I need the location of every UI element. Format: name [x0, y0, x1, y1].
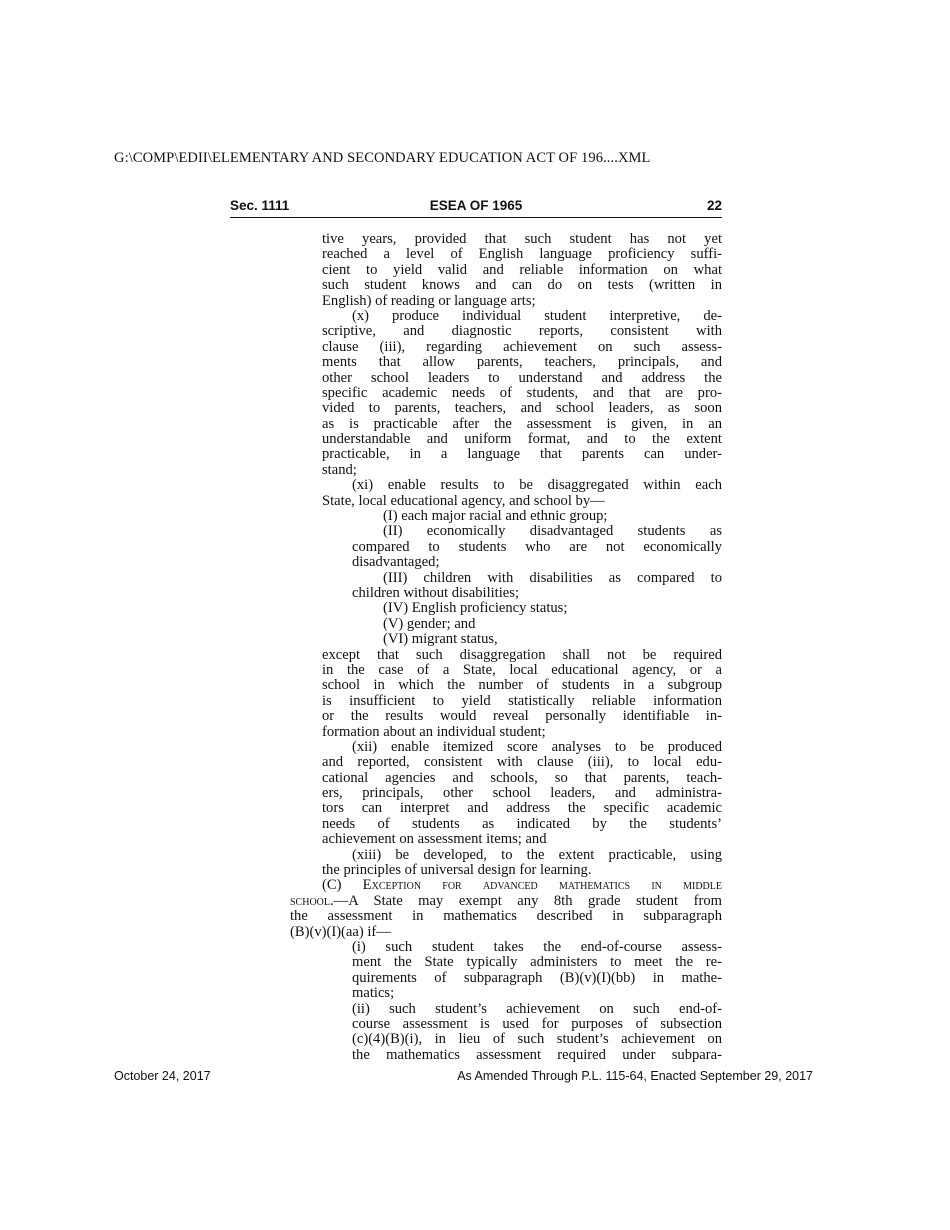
text-line: (i) such student takes the end-of-course assess-	[352, 938, 722, 955]
page-number: 22	[706, 198, 722, 213]
text-line: compared to students who are not economically	[352, 538, 722, 555]
text-line: children without disabilities;	[352, 584, 519, 601]
text-line: cient to yield valid and reliable information on what	[322, 261, 722, 278]
text-line: except that such disaggregation shall not be required	[322, 646, 722, 663]
text-line: (V) gender; and	[383, 615, 476, 632]
text-line: in the case of a State, local educational agency, or a	[322, 661, 722, 678]
text-line: quirements of subparagraph (B)(v)(I)(bb) in mathe-	[352, 969, 722, 986]
text-line: the mathematics assessment required under subpara-	[352, 1046, 722, 1063]
text-line: vided to parents, teachers, and school leaders, as soon	[322, 400, 722, 417]
text-line: disadvantaged;	[352, 554, 440, 571]
text-line: as is practicable after the assessment is given, in an	[322, 415, 722, 432]
section-number: Sec. 1111	[230, 198, 290, 213]
text-line: such student knows and can do on tests (written in	[322, 277, 722, 294]
text-line: State, local educational agency, and school by—	[322, 492, 605, 509]
text-line: (II) economically disadvantaged students as	[383, 523, 722, 540]
text-line: (x) produce individual student interpretive, de-	[352, 307, 722, 324]
text-line: ers, principals, other school leaders, and administra-	[322, 785, 722, 802]
file-path-header: G:\COMP\EDII\ELEMENTARY AND SECONDARY EDUCATION ACT OF 196....XML	[114, 150, 651, 166]
text-line: (VI) migrant status,	[383, 631, 498, 648]
text-line: and reported, consistent with clause (iii), to local edu-	[322, 754, 722, 771]
text-line: (c)(4)(B)(i), in lieu of such student’s achievement on	[352, 1031, 722, 1048]
text-line: stand;	[322, 461, 357, 478]
text-line: the principles of universal design for learning.	[322, 862, 592, 879]
statute-text	[290, 232, 722, 1063]
text-line: school in which the number of students in a subgroup	[322, 677, 722, 694]
text-line: formation about an individual student;	[322, 723, 546, 740]
text-line: (xi) enable results to be disaggregated within each	[352, 477, 722, 494]
text-line: English) of reading or language arts;	[322, 292, 536, 309]
text-line: specific academic needs of students, and that are pro-	[322, 384, 722, 401]
text-line: (xiii) be developed, to the extent practicable, using	[352, 846, 722, 863]
text-line: (IV) English proficiency status;	[383, 600, 568, 617]
subparagraph-heading: (C) Exception for advanced mathematics in middle	[322, 877, 722, 894]
footer-amended-through: As Amended Through P.L. 115-64, Enacted September 29, 2017	[457, 1069, 813, 1083]
text-line: or the results would reveal personally identifiable in-	[322, 708, 722, 725]
text-line: needs of students as indicated by the students’	[322, 815, 722, 832]
text-line: ment the State typically administers to meet the re-	[352, 954, 722, 971]
text-line: (B)(v)(I)(aa) if—	[290, 923, 391, 940]
act-title: ESEA OF 1965	[429, 198, 523, 213]
text-line: achievement on assessment items; and	[322, 831, 547, 848]
text-line: practicable, in a language that parents can under-	[322, 446, 722, 463]
text-line: (III) children with disabilities as compared to	[383, 569, 722, 586]
text-line: understandable and uniform format, and to the extent	[322, 431, 722, 448]
running-head	[230, 198, 722, 218]
text-line: cational agencies and schools, so that parents, teach-	[322, 769, 722, 786]
text-line: matics;	[352, 985, 395, 1002]
text-line: reached a level of English language proficiency suffi-	[322, 246, 722, 263]
text-line: ments that allow parents, teachers, principals, and	[322, 354, 722, 371]
heading-continuation-text: —A State may exempt any 8th grade student from	[333, 892, 722, 909]
text-line: (I) each major racial and ethnic group;	[383, 508, 608, 525]
text-line: scriptive, and diagnostic reports, consistent with	[322, 323, 722, 340]
text-line: tive years, provided that such student has not yet	[322, 231, 722, 247]
text-line: (ii) such student’s achievement on such end-of-	[352, 1000, 722, 1017]
text-line: is insufficient to yield statistically reliable information	[322, 692, 722, 709]
text-line: clause (iii), regarding achievement on such assess-	[322, 338, 722, 355]
text-line	[290, 894, 722, 909]
heading-continuation: school.	[290, 892, 334, 909]
text-line: the assessment in mathematics described in subparagraph	[290, 908, 722, 925]
text-line: course assessment is used for purposes of subsection	[352, 1015, 722, 1032]
text-line: (xii) enable itemized score analyses to be produced	[352, 738, 722, 755]
text-line: other school leaders to understand and address the	[322, 369, 722, 386]
text-line: tors can interpret and address the specific academic	[322, 800, 722, 817]
footer-date: October 24, 2017	[114, 1069, 211, 1083]
